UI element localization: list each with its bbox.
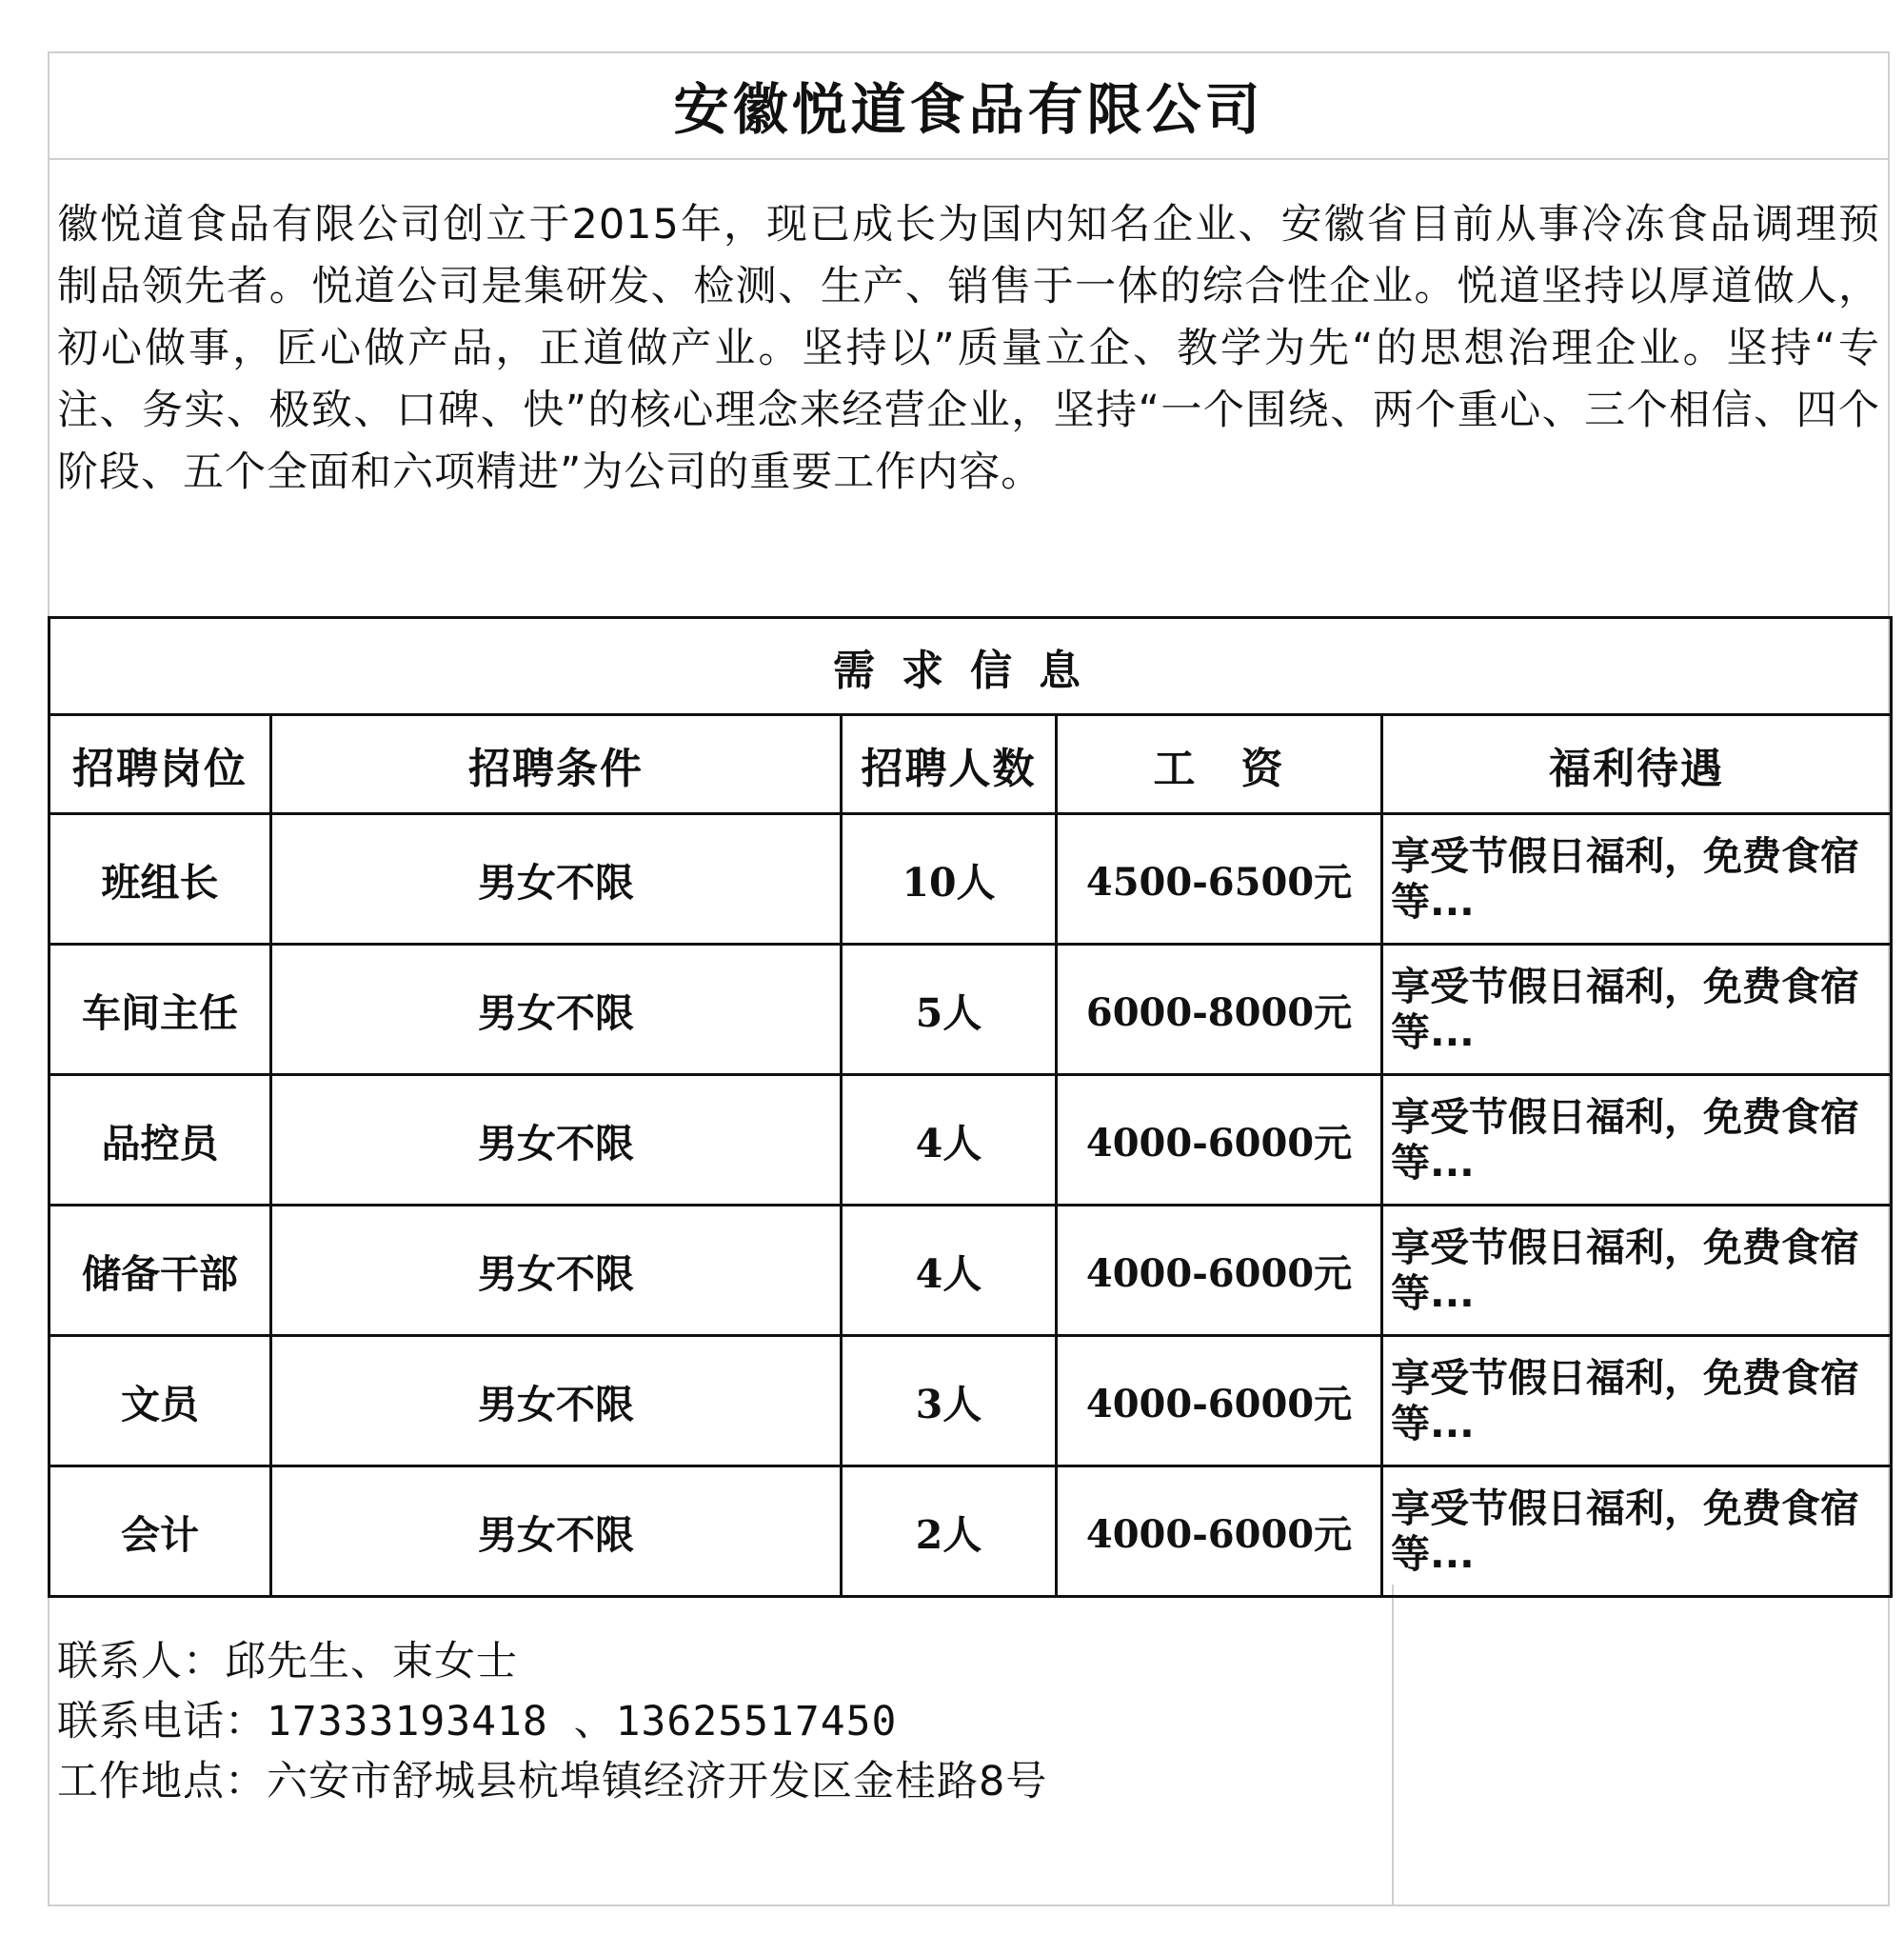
requirement-cell: 男女不限 bbox=[271, 1336, 842, 1466]
salary-cell: 4000-6000元 bbox=[1057, 1206, 1382, 1336]
table-row bbox=[50, 1206, 1892, 1336]
header-position: 招聘岗位 bbox=[50, 715, 271, 814]
position-cell: 储备干部 bbox=[50, 1206, 271, 1336]
count-cell: 5人 bbox=[842, 945, 1057, 1075]
salary-cell: 4000-6000元 bbox=[1057, 1336, 1382, 1466]
grid-line bbox=[48, 1904, 1890, 1906]
grid-line bbox=[48, 158, 1890, 160]
contact-person-label: 联系人： bbox=[57, 1638, 225, 1685]
count-cell: 3人 bbox=[842, 1336, 1057, 1466]
welfare-cell: 享受节假日福利，免费食宿等... bbox=[1382, 1466, 1892, 1597]
count-cell: 2人 bbox=[842, 1466, 1057, 1597]
welfare-cell: 享受节假日福利，免费食宿等... bbox=[1382, 1336, 1892, 1466]
contact-address: 六安市舒城县杭埠镇经济开发区金桂路8号 bbox=[267, 1758, 1048, 1805]
welfare-cell: 享受节假日福利，免费食宿等... bbox=[1382, 1206, 1892, 1336]
table-row bbox=[50, 1075, 1892, 1206]
contact-address-line bbox=[57, 1752, 1047, 1812]
header-salary: 工 资 bbox=[1057, 715, 1382, 814]
welfare-cell: 享受节假日福利，免费食宿等... bbox=[1382, 945, 1892, 1075]
salary-cell: 6000-8000元 bbox=[1057, 945, 1382, 1075]
requirement-cell: 男女不限 bbox=[271, 1075, 842, 1206]
count-cell: 4人 bbox=[842, 1206, 1057, 1336]
section-title: 需求信息 bbox=[50, 618, 1892, 715]
contact-person: 邱先生、束女士 bbox=[225, 1638, 518, 1685]
welfare-cell: 享受节假日福利，免费食宿等... bbox=[1382, 1075, 1892, 1206]
table-row bbox=[50, 945, 1892, 1075]
contact-person-line bbox=[57, 1632, 1047, 1692]
job-posting-sheet bbox=[48, 51, 1890, 1906]
header-count: 招聘人数 bbox=[842, 715, 1057, 814]
company-intro: 徽悦道食品有限公司创立于2015年，现已成长为国内知名企业、安徽省目前从事冷冻食品调理预制品领先者。悦道公司是集研发、检测、生产、销售于一体的综合性企业。悦道坚持以厚道做人，初心做事，匠心做产品，正道做产业。坚持以”质量立企、教学为先“的思想治理企业。坚持“专注、务实、极致、口碑、快”的核心理念来经营企业，坚持“一个围绕、两个重心、三个相信、四个阶段、五个全面和六项精进”为公司的重要工作内容。 bbox=[57, 201, 1880, 496]
salary-cell: 4000-6000元 bbox=[1057, 1075, 1382, 1206]
company-title: 安徽悦道食品有限公司 bbox=[673, 77, 1264, 142]
welfare-cell: 享受节假日福利，免费食宿等... bbox=[1382, 814, 1892, 945]
salary-cell: 4000-6000元 bbox=[1057, 1466, 1382, 1597]
position-cell: 会计 bbox=[50, 1466, 271, 1597]
contact-phone-line bbox=[57, 1692, 1047, 1752]
requirement-cell: 男女不限 bbox=[271, 945, 842, 1075]
requirement-cell: 男女不限 bbox=[271, 814, 842, 945]
count-cell: 10人 bbox=[842, 814, 1057, 945]
position-cell: 品控员 bbox=[50, 1075, 271, 1206]
table-row bbox=[50, 1336, 1892, 1466]
grid-line bbox=[1392, 1585, 1394, 1906]
salary-cell: 4500-6500元 bbox=[1057, 814, 1382, 945]
position-cell: 车间主任 bbox=[50, 945, 271, 1075]
contact-phone-label: 联系电话： bbox=[57, 1698, 267, 1745]
position-cell: 文员 bbox=[50, 1336, 271, 1466]
contact-address-label: 工作地点： bbox=[57, 1758, 267, 1805]
requirement-cell: 男女不限 bbox=[271, 1466, 842, 1597]
count-cell: 4人 bbox=[842, 1075, 1057, 1206]
contact-block bbox=[57, 1632, 1047, 1812]
position-cell: 班组长 bbox=[50, 814, 271, 945]
header-requirement: 招聘条件 bbox=[271, 715, 842, 814]
job-table bbox=[48, 616, 1893, 1598]
table-row bbox=[50, 1466, 1892, 1597]
table-row bbox=[50, 814, 1892, 945]
header-welfare: 福利待遇 bbox=[1382, 715, 1892, 814]
requirement-cell: 男女不限 bbox=[271, 1206, 842, 1336]
contact-phone: 17333193418 、13625517450 bbox=[267, 1698, 898, 1745]
